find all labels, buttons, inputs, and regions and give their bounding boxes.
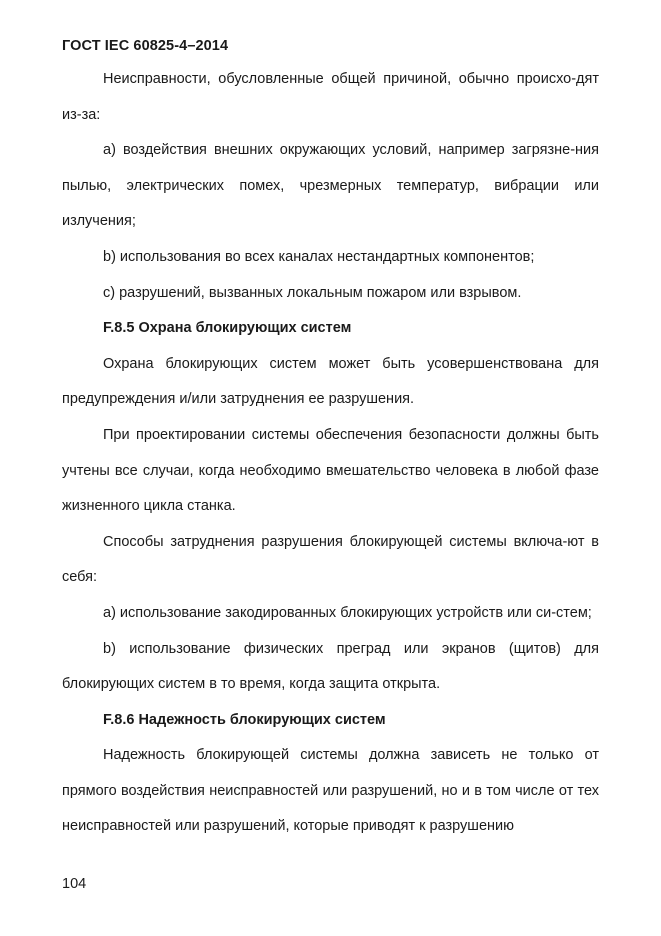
list-item: а) воздействия внешних окружающих условий, например загрязне-ния пылью, электрических помех, чрезмерных температур, вибрации или излучения; [62,142,599,230]
paragraph: Способы затруднения разрушения блокирующей системы включа-ют в себя: [62,533,599,586]
list-item: b) использования во всех каналах нестандартных компонентов; [103,248,535,265]
paragraph: Неисправности, обусловленные общей причиной, обычно происхо-дят из-за: [62,71,599,123]
paragraph: Надежность блокирующей системы должна зависеть не только от прямого воздействия неисправностей или разрушений, но и в том числе от тех неисправностей или разрушений, которые приводят к разрушению [62,747,599,835]
document-body [62,62,599,845]
list-item: а) использование закодированных блокирующих устройств или си-стем; [103,604,592,621]
document-header: ГОСТ IEC 60825-4–2014 [62,38,229,54]
list-item: с) разрушений, вызванных локальным пожаром или взрывом. [103,284,522,301]
page-number: 104 [62,876,87,892]
section-heading: F.8.5 Охрана блокирующих систем [103,320,352,337]
list-item: b) использование физических преград или экранов (щитов) для блокирующих систем в то время, когда защита открыта. [62,640,599,693]
section-heading: F.8.6 Надежность блокирующих систем [103,711,386,728]
paragraph: Охрана блокирующих систем может быть усовершенствована для предупреждения и/или затруднения ее разрушения. [62,355,599,408]
paragraph: При проектировании системы обеспечения безопасности должны быть учтены все случаи, когда необходимо вмешательство человека в любой фазе жизненного цикла станка. [62,426,599,515]
